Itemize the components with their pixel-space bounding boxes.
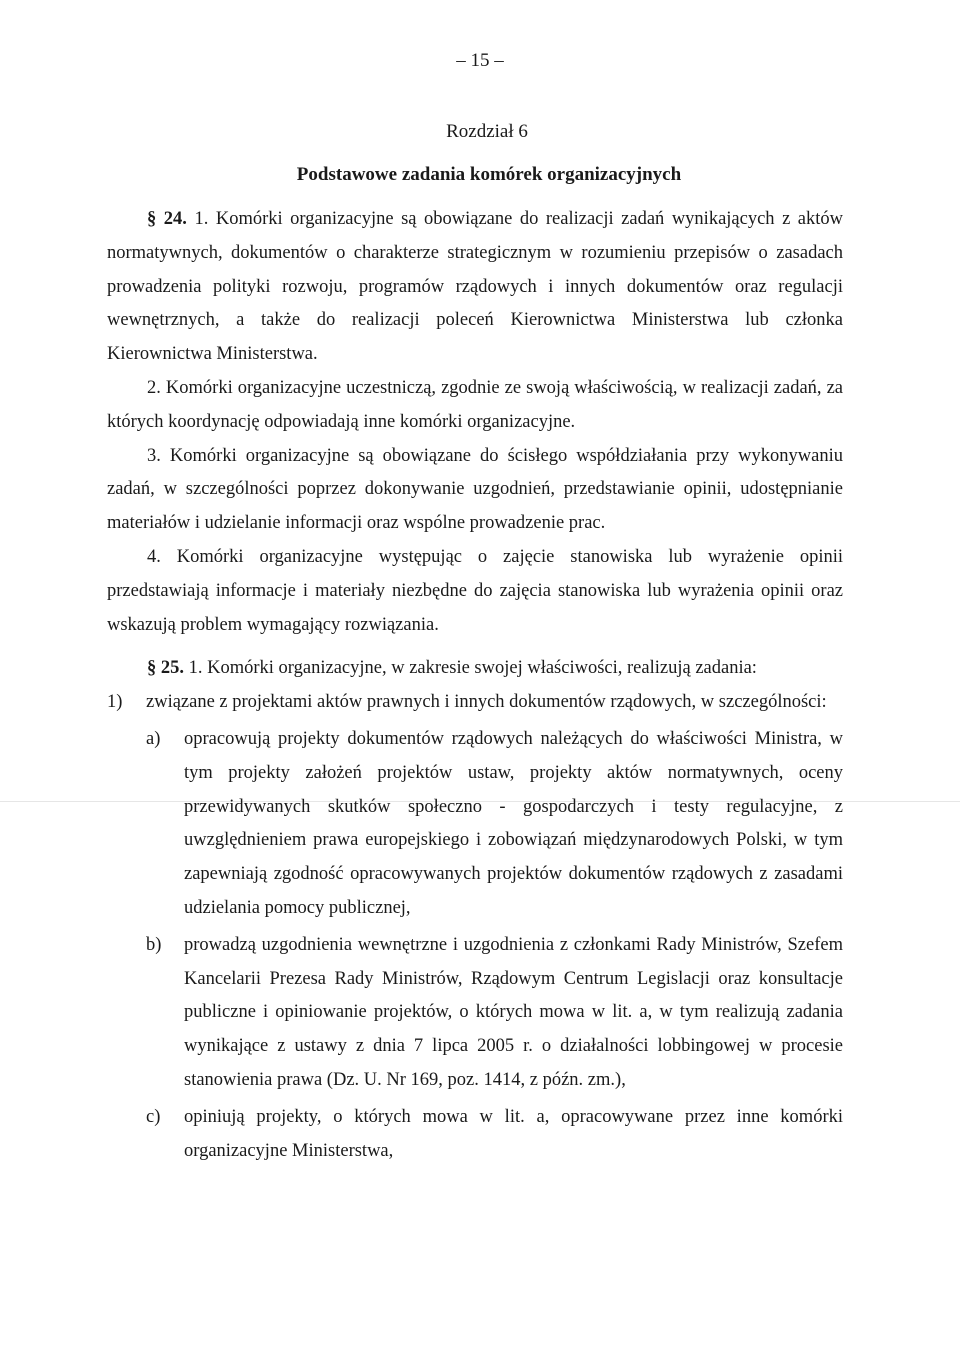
list-item-c-marker: c)	[146, 1106, 161, 1127]
chapter-heading: Rozdział 6	[446, 121, 528, 142]
list-item-a	[107, 723, 843, 926]
section-24-paragraph-2: 2. Komórki organizacyjne uczestniczą, zgodnie ze swoją właściwością, w realizacji zadań, za których koordynację odpowiadają inne komórki organizacyjne.	[107, 377, 843, 432]
list-item-a-text: opracowują projekty dokumentów rządowych należących do właściwości Ministra, w tym projekty założeń projektów ustaw, projekty aktów normatywnych, oceny przewidywanych skutków społeczno - gospodarczych i testy regulacyjne, z uwzględnieniem prawa europejskiego i zobowiązań międzynarodowych Polski, w tym zapewniają zgodność opracowywanych projektów dokumentów rządowych z zasadami udzielania pomocy publicznej,	[184, 728, 843, 918]
section-24-paragraph-4: 4. Komórki organizacyjne występując o zajęcie stanowiska lub wyrażenie opinii przedstawiają informacje i materiały niezbędne do zajęcia stanowiska lub wyrażenia opinii oraz wskazują problem wymagający rozwiązania.	[107, 546, 843, 635]
list-item-b-marker: b)	[146, 934, 162, 955]
section-25-number: § 25.	[147, 658, 184, 679]
list-item-1-marker: 1)	[107, 692, 123, 713]
section-24-paragraph-1-text: 1. Komórki organizacyjne są obowiązane do realizacji zadań wynikających z aktów normatywnych, dokumentów o charakterze strategicznym w rozumieniu przepisów o zasadach prowadzenia polityki rozwoju, programów rządowych i innych dokumentów oraz regulacji wewnętrznych, a także do realizacji poleceń Kierownictwa Ministerstwa lub członka Kierownictwa Ministerstwa.	[107, 209, 844, 365]
section-24-paragraph-1	[107, 203, 843, 372]
list-item-a-marker: a)	[146, 728, 161, 749]
list-item-b-text: prowadzą uzgodnienia wewnętrzne i uzgodnienia z członkami Rady Ministrów, Szefem Kancelarii Prezesa Rady Ministrów, Rządowym Centrum Legislacji oraz konsultacje publiczne i opiniowanie projektów, o których mowa w lit. a, w tym realizują zadania wynikające z ustawy z dnia 7 lipca 2005 r. o działalności lobbingowej w procesie stanowienia prawa (Dz. U. Nr 169, poz. 1414, z późn. zm.),	[184, 934, 843, 1090]
list-item-c-text: opiniują projekty, o których mowa w lit. a, opracowywane przez inne komórki organizacyjne Ministerstwa,	[184, 1106, 843, 1161]
chapter-title: Podstawowe zadania komórek organizacyjnych	[296, 164, 682, 185]
section-25-paragraph-1	[107, 652, 843, 686]
list-item-1	[107, 686, 843, 720]
page-number: – 15 –	[456, 50, 504, 71]
list-item-1-text: związane z projektami aktów prawnych i innych dokumentów rządowych, w szczególności:	[146, 692, 827, 713]
list-item-c	[107, 1101, 843, 1169]
section-24-paragraph-3: 3. Komórki organizacyjne są obowiązane do ścisłego współdziałania przy wykonywaniu zadań, w szczególności poprzez dokonywanie uzgodnień, przedstawianie opinii, udostępnianie materiałów i udzielanie informacji oraz wspólne prowadzenie prac.	[107, 445, 843, 534]
section-24-number: § 24.	[147, 209, 187, 229]
section-25-lead-text: 1. Komórki organizacyjne, w zakresie swojej właściwości, realizują zadania:	[188, 658, 757, 679]
list-item-b	[107, 929, 843, 1098]
document-body	[107, 203, 843, 1168]
